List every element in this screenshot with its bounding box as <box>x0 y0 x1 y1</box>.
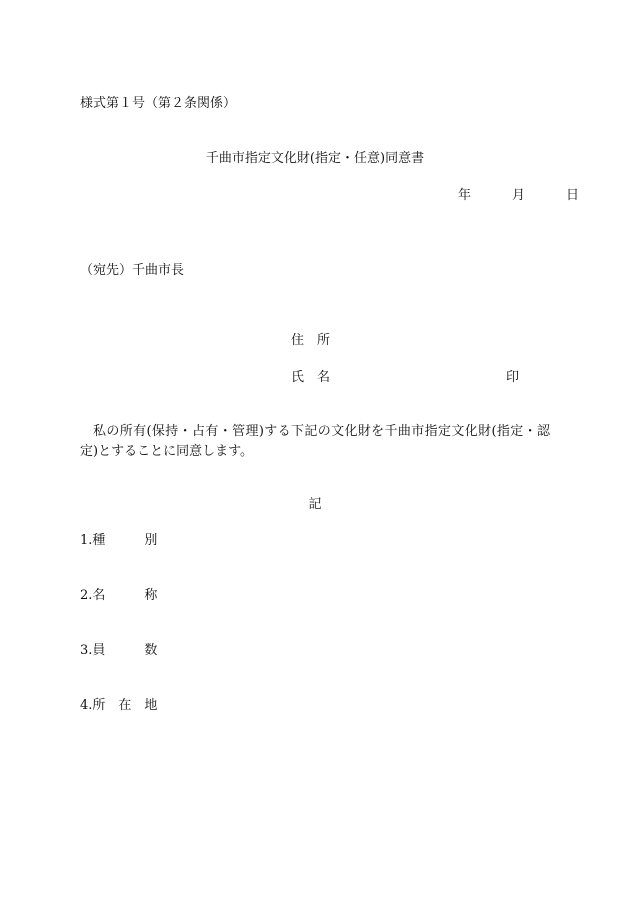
consent-statement: 私の所有(保持・占有・管理)する下記の文化財を千曲市指定文化財(指定・認定)とすることに同意します。 <box>80 424 550 459</box>
item-count: 3.員 数 <box>80 643 158 658</box>
date-line <box>458 188 579 204</box>
name-label: 氏 名 <box>291 370 331 385</box>
date-year-label: 年 <box>458 188 472 203</box>
document-title: 千曲市指定文化財(指定・任意)同意書 <box>205 151 425 166</box>
item-name: 2.名 称 <box>80 588 158 603</box>
date-month-label: 月 <box>512 188 526 203</box>
item-location: 4.所 在 地 <box>80 698 158 713</box>
addressee: （宛先）千曲市長 <box>80 263 185 278</box>
date-day-label: 日 <box>566 188 580 203</box>
record-heading: 記 <box>308 497 322 512</box>
item-type: 1.種 別 <box>80 533 158 548</box>
seal-mark: 印 <box>506 370 520 385</box>
form-number: 様式第１号（第２条関係） <box>80 96 237 111</box>
address-label: 住 所 <box>291 333 331 348</box>
